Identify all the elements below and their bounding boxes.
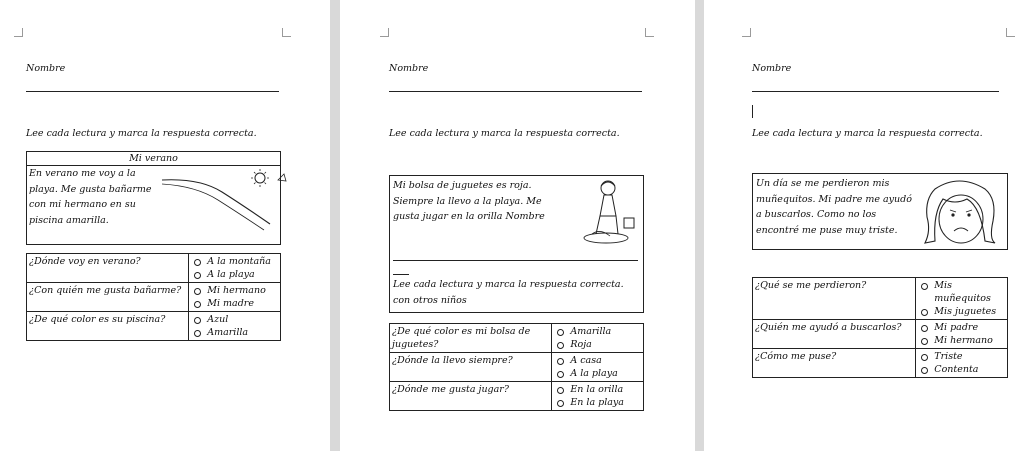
- answer-option-label: Contenta: [934, 364, 979, 375]
- shore-line: [162, 180, 270, 224]
- instructions-text: Lee cada lectura y marca la respuesta correcta.: [26, 128, 257, 139]
- radio-circle-icon[interactable]: [194, 330, 201, 337]
- answer-option-label: Azul: [207, 314, 229, 325]
- answer-option[interactable]: [918, 305, 1005, 318]
- radio-circle-icon[interactable]: [921, 367, 928, 374]
- page-corner-mark: [282, 28, 291, 37]
- name-label: Nombre: [752, 63, 792, 74]
- radio-circle-icon[interactable]: [194, 288, 201, 295]
- answer-option[interactable]: [191, 297, 278, 310]
- question-text: ¿Con quién me gusta bañarme?: [27, 283, 189, 312]
- answer-option-label: En la playa: [570, 397, 624, 408]
- question-text: ¿Cómo me puse?: [753, 349, 916, 378]
- questions-table: [389, 323, 644, 411]
- name-line: [389, 91, 642, 92]
- reading-title: Mi verano: [27, 152, 280, 166]
- answer-option-label: Mi padre: [934, 322, 979, 333]
- radio-circle-icon[interactable]: [557, 358, 564, 365]
- question-row: [27, 312, 281, 341]
- answer-options: [916, 349, 1008, 378]
- frown: [954, 228, 968, 231]
- name-line: [26, 91, 279, 92]
- radio-circle-icon[interactable]: [921, 309, 928, 316]
- reading-text: En verano me voy a la playa. Me gusta bañarme con mi hermano en su piscina amarilla.: [29, 168, 152, 226]
- answer-option-label: Triste: [934, 351, 963, 362]
- answer-option[interactable]: [554, 383, 641, 396]
- answer-option-label: A casa: [570, 355, 602, 366]
- name-label: Nombre: [389, 63, 429, 74]
- answer-options: [552, 353, 644, 382]
- reading-box: [26, 151, 281, 245]
- answer-option-label: Roja: [570, 339, 592, 350]
- text-cursor: [752, 105, 753, 118]
- reading-line-short: [393, 274, 409, 275]
- answer-option-label: Mi hermano: [207, 285, 266, 296]
- reading-line: [393, 260, 638, 261]
- answer-option-label: A la playa: [570, 368, 618, 379]
- answer-option-label: Mi madre: [207, 298, 254, 309]
- radio-circle-icon[interactable]: [194, 272, 201, 279]
- radio-circle-icon[interactable]: [194, 317, 201, 324]
- answer-option-label: Mi hermano: [934, 335, 993, 346]
- answer-option[interactable]: [191, 313, 278, 326]
- answer-option-label: A la playa: [207, 269, 255, 280]
- wave-line: [162, 184, 264, 230]
- answer-option[interactable]: [918, 363, 1005, 376]
- page-corner-mark: [742, 28, 751, 37]
- questions-table: [752, 277, 1008, 378]
- radio-circle-icon[interactable]: [557, 329, 564, 336]
- eye-left: [951, 213, 954, 216]
- radio-circle-icon[interactable]: [557, 387, 564, 394]
- answer-options: [552, 324, 644, 353]
- face-outline: [939, 195, 983, 243]
- questions-table: [26, 253, 281, 341]
- question-row: [753, 320, 1008, 349]
- question-row: [390, 382, 644, 411]
- radio-circle-icon[interactable]: [194, 259, 201, 266]
- question-row: [753, 349, 1008, 378]
- question-row: [390, 324, 644, 353]
- radio-circle-icon[interactable]: [557, 400, 564, 407]
- radio-circle-icon[interactable]: [921, 283, 928, 290]
- radio-circle-icon[interactable]: [557, 342, 564, 349]
- question-text: ¿De qué color es mi bolsa de juguetes?: [390, 324, 552, 353]
- document-page-2: [340, 0, 695, 451]
- beach-illustration: [160, 168, 280, 240]
- answer-options: [189, 312, 281, 341]
- answer-option-label: En la orilla: [570, 384, 624, 395]
- answer-option[interactable]: [191, 326, 278, 339]
- answer-options: [552, 382, 644, 411]
- sun-rays: [251, 169, 269, 187]
- eye-right: [967, 213, 970, 216]
- question-row: [27, 283, 281, 312]
- radio-circle-icon[interactable]: [921, 354, 928, 361]
- name-label: Nombre: [26, 63, 66, 74]
- question-row: [753, 278, 1008, 320]
- reading-text: Mi bolsa de juguetes es roja. Siempre la llevo a la playa. Me gusta jugar en la orilla Nombre: [393, 180, 545, 222]
- answer-options: [189, 283, 281, 312]
- question-text: ¿Quién me ayudó a buscarlos?: [753, 320, 916, 349]
- question-text: ¿Dónde me gusta jugar?: [390, 382, 552, 411]
- answer-option[interactable]: [191, 268, 278, 281]
- answer-options: [916, 320, 1008, 349]
- question-text: ¿Dónde voy en verano?: [27, 254, 189, 283]
- answer-option[interactable]: [554, 325, 641, 338]
- answer-option[interactable]: [918, 334, 1005, 347]
- document-page-1: [0, 0, 330, 451]
- question-text: ¿Qué se me perdieron?: [753, 278, 916, 320]
- radio-circle-icon[interactable]: [921, 338, 928, 345]
- answer-option[interactable]: [918, 321, 1005, 334]
- page-corner-mark: [14, 28, 23, 37]
- reading-box: [389, 175, 644, 313]
- answer-option[interactable]: [918, 279, 1005, 305]
- question-text: ¿Dónde la llevo siempre?: [390, 353, 552, 382]
- sand-pile: [584, 233, 628, 243]
- radio-circle-icon[interactable]: [557, 371, 564, 378]
- answer-option[interactable]: [191, 255, 278, 268]
- child-illustration: [580, 178, 640, 248]
- answer-option-label: A la montaña: [207, 256, 271, 267]
- question-text: ¿De qué color es su piscina?: [27, 312, 189, 341]
- answer-option[interactable]: [554, 396, 641, 409]
- reading-text: Un día se me perdieron mis muñequitos. Mi padre me ayudó a buscarlos. Como no los encontré me puse muy triste.: [756, 178, 912, 236]
- instructions-text: Lee cada lectura y marca la respuesta correcta.: [752, 128, 983, 139]
- answer-option-label: Amarilla: [570, 326, 612, 337]
- answer-option-label: Mis muñequitos: [934, 280, 991, 304]
- answer-options: [916, 278, 1008, 320]
- answer-option[interactable]: [554, 338, 641, 351]
- page-corner-mark: [380, 28, 389, 37]
- bucket-icon: [624, 218, 634, 228]
- answer-option[interactable]: [191, 284, 278, 297]
- radio-circle-icon[interactable]: [194, 301, 201, 308]
- sun-icon: [255, 173, 265, 183]
- document-page-3: [704, 0, 1024, 451]
- page-corner-mark: [1006, 28, 1015, 37]
- page-corner-mark: [645, 28, 654, 37]
- boat-icon: [278, 174, 286, 181]
- name-line: [752, 91, 999, 92]
- hair-outline: [925, 181, 995, 243]
- question-row: [390, 353, 644, 382]
- reading-box: [752, 173, 1008, 250]
- radio-circle-icon[interactable]: [921, 325, 928, 332]
- question-row: [27, 254, 281, 283]
- answer-option-label: Amarilla: [207, 327, 249, 338]
- answer-option[interactable]: [918, 350, 1005, 363]
- answer-options: [189, 254, 281, 283]
- answer-option-label: Mis juguetes: [934, 306, 997, 317]
- instructions-text: Lee cada lectura y marca la respuesta correcta.: [389, 128, 620, 139]
- reading-text-2: Lee cada lectura y marca la respuesta correcta. con otros niños: [393, 279, 624, 306]
- answer-option[interactable]: [554, 354, 641, 367]
- answer-option[interactable]: [554, 367, 641, 380]
- sad-face-illustration: [919, 177, 1001, 247]
